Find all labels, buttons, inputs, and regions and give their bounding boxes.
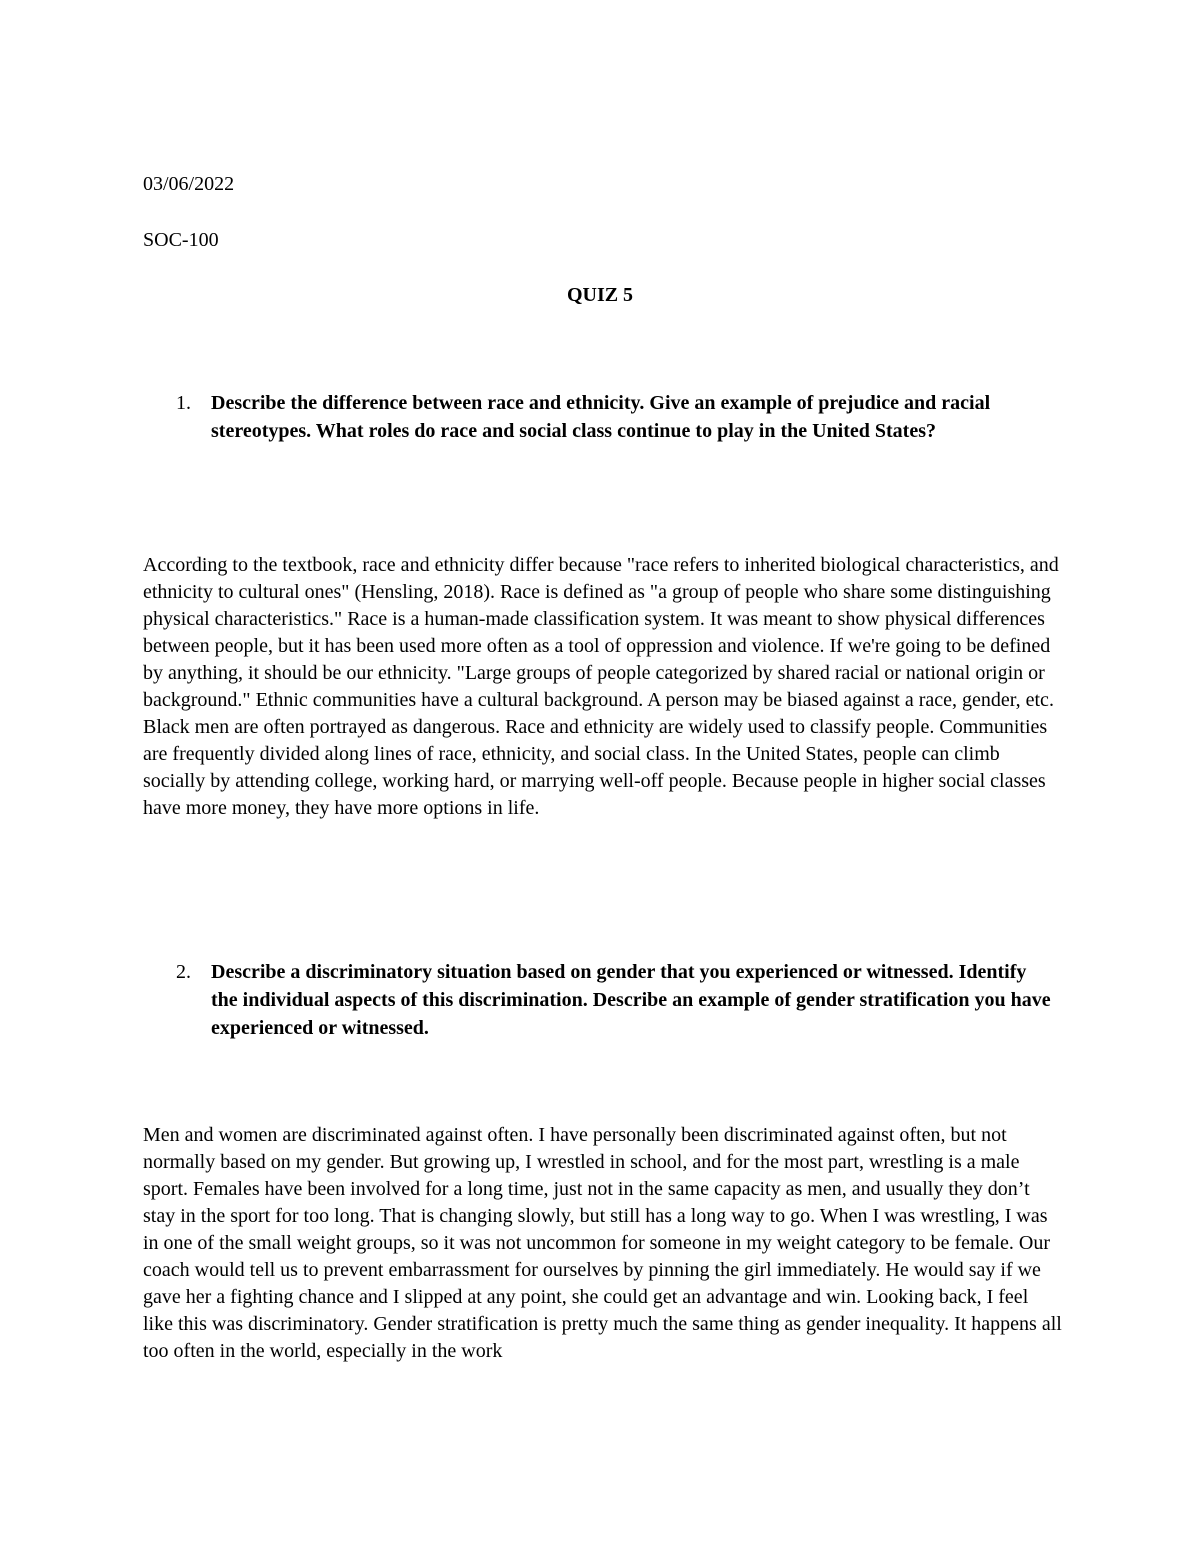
question-1-text: Describe the difference between race and ethnicity. Give an example of prejudice and racial stereotypes. What roles do race and social class continue to play in the United States? <box>211 392 991 442</box>
question-2-number: 2. <box>176 961 191 983</box>
question-1-number: 1. <box>176 392 191 414</box>
question-2-text: Describe a discriminatory situation based on gender that you experienced or witnessed. Identify the individual aspects of this discrimination. Describe an example of gender stratification you have experienced or witnessed. <box>211 961 1051 1039</box>
document-date: 03/06/2022 <box>143 173 235 195</box>
document-title: QUIZ 5 <box>566 284 634 306</box>
answer-2-text: Men and women are discriminated against often. I have personally been discriminated against often, but not normally based on my gender. But growing up, I wrestled in school, and for the most part, wrestling is a male sport. Females have been involved for a long time, just not in the same capacity as men, and usually they don’t stay in the sport for too long. That is changing slowly, but still has a long way to go. When I was wrestling, I was in one of the small weight groups, so it was not uncommon for someone in my weight category to be female. Our coach would tell us to prevent embarrassment for ourselves by pinning the girl immediately. He would say if we gave her a fighting chance and I slipped at any point, she could get an advantage and win. Looking back, I feel like this was discriminatory. Gender stratification is pretty much the same thing as gender inequality. It happens all too often in the world, especially in the work <box>143 1124 1062 1362</box>
answer-1-text: According to the textbook, race and ethnicity differ because "race refers to inherited biological characteristics, and ethnicity to cultural ones" (Hensling, 2018). Race is defined as "a group of people who share some distinguishing physical characteristics." Race is a human-made classification system. It was meant to show physical differences between people, but it has been used more often as a tool of oppression and violence. If we're going to be defined by anything, it should be our ethnicity. "Large groups of people categorized by shared racial or national origin or background." Ethnic communities have a cultural background. A person may be biased against a race, gender, etc. Black men are often portrayed as dangerous. Race and ethnicity are widely used to classify people. Communities are frequently divided along lines of race, ethnicity, and social class. In the United States, people can climb socially by attending college, working hard, or marrying well-off people. Because people in higher social classes have more money, they have more options in life. <box>143 554 1059 819</box>
course-code: SOC-100 <box>143 229 219 251</box>
